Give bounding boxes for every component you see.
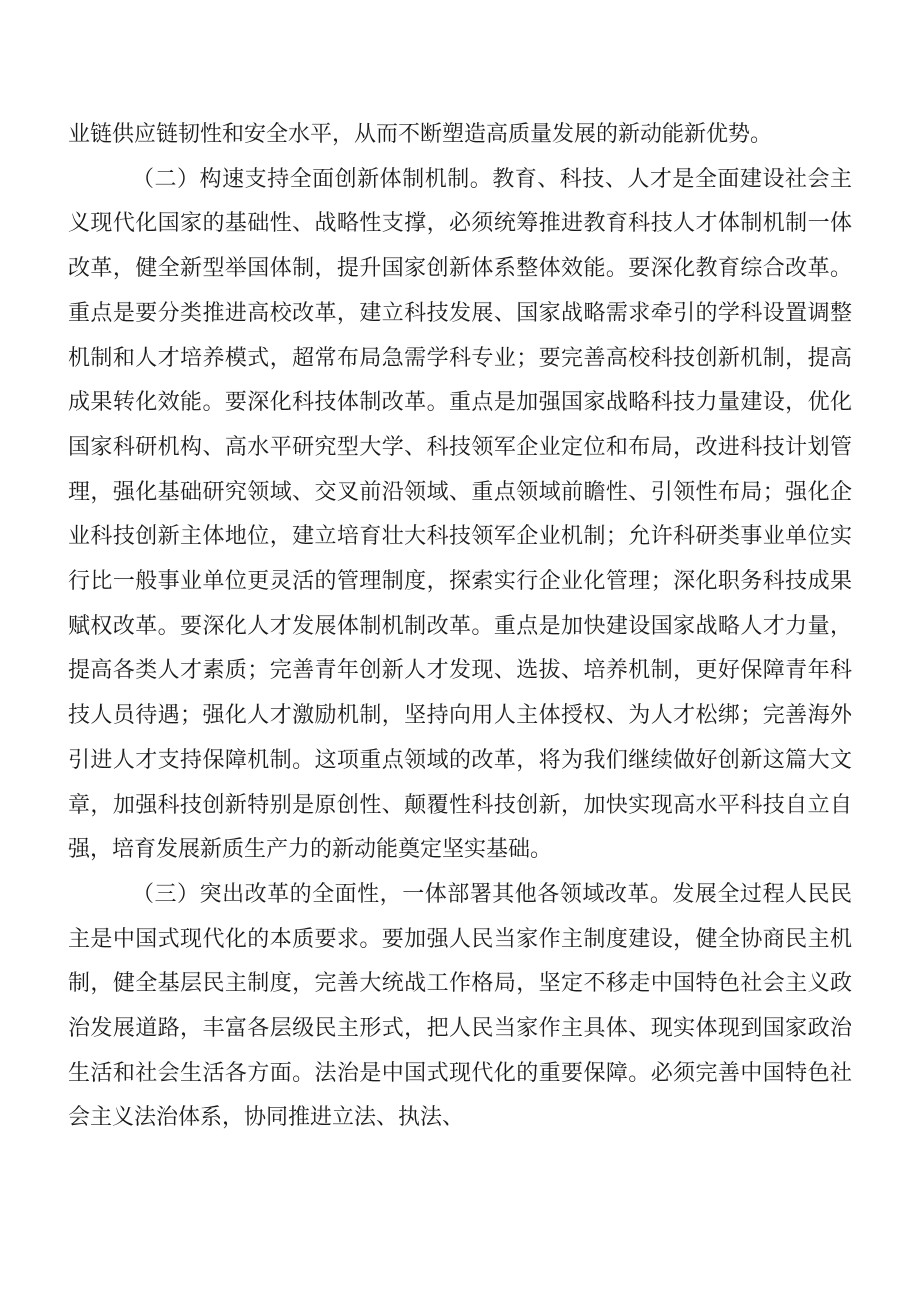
paragraph-innovation-system: （二）构速支持全面创新体制机制。教育、科技、人才是全面建设社会主义现代化国家的基础性、战略性支撑，必须统筹推进教育科技人才体制机制一体改革，健全新型举国体制，提升国家创新体系整体效能。要深化教育综合改革。重点是要分类推进高校改革，建立科技发展、国家战略需求牵引的学科设置调整机制和人才培养模式，超常布局急需学科专业；要完善高校科技创新机制，提高成果转化效能。要深化科技体制改革。重点是加强国家战略科技力量建设，优化国家科研机构、高水平研究型大学、科技领军企业定位和布局，改进科技计划管理，强化基础研究领域、交叉前沿领域、重点领域前瞻性、引领性布局；强化企业科技创新主体地位，建立培育壮大科技领军企业机制；允许科研类事业单位实行比一般事业单位更灵活的管理制度，探索实行企业化管理；深化职务科技成果赋权改革。要深化人才发展体制机制改革。重点是加快建设国家战略人才力量，提高各类人才素质；完善青年创新人才发现、选拔、培养机制，更好保障青年科技人员待遇；强化人才激励机制，坚持向用人主体授权、为人才松绑；完善海外引进人才支持保障机制。这项重点领域的改革，将为我们继续做好创新这篇大文章，加强科技创新特别是原创性、颠覆性科技创新，加快实现高水平科技自立自强，培育发展新质生产力的新动能奠定坚实基础。 [68, 166, 852, 863]
paragraph-continuation: 业链供应链韧性和安全水平，从而不断塑造高质量发展的新动能新优势。 [68, 122, 773, 147]
paragraph-comprehensive-reform: （三）突出改革的全面性，一体部署其他各领域改革。发展全过程人民民主是中国式现代化的本质要求。要加强人民当家作主制度建设，健全协商民主机制，健全基层民主制度，完善大统战工作格局，坚定不移走中国特色社会主义政治发展道路，丰富各层级民主形式，把人民当家作主具体、现实体现到国家政治生活和社会生活各方面。法治是中国式现代化的重要保障。必须完善中国特色社会主义法治体系，协同推进立法、执法、 [68, 881, 852, 1131]
document-page [68, 113, 852, 1141]
